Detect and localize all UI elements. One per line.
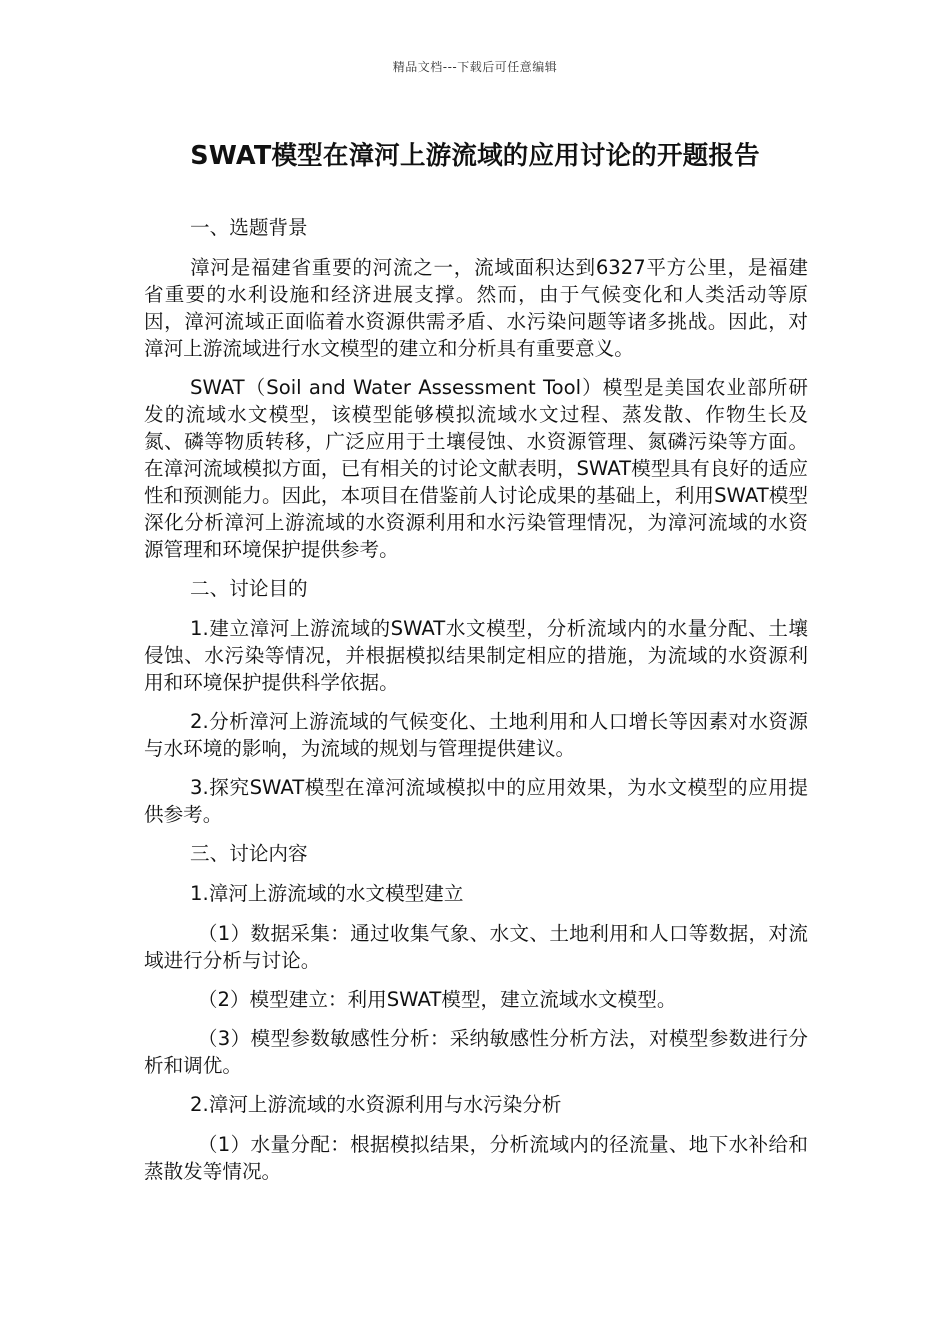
page-header: 精品文档---下载后可任意编辑 xyxy=(392,60,558,74)
document-body xyxy=(144,214,808,1197)
subsection-heading-water-analysis: 2.漳河上游流域的水资源利用与水污染分析 xyxy=(190,1093,562,1116)
section-heading-content: 三、讨论内容 xyxy=(190,842,308,865)
content-item-water-allocation: （1）水量分配：根据模拟结果，分析流域内的径流量、地下水补给和蒸散发等情况。 xyxy=(144,1133,808,1183)
content-item-data-collection: （1）数据采集：通过收集气象、水文、土地利用和人口等数据，对流域进行分析与讨论。 xyxy=(144,922,808,972)
purpose-item-3: 3.探究SWAT模型在漳河流域模拟中的应用效果，为水文模型的应用提供参考。 xyxy=(144,776,808,826)
content-item-sensitivity-analysis: （3）模型参数敏感性分析：采纳敏感性分析方法，对模型参数进行分析和调优。 xyxy=(144,1027,808,1077)
section-heading-background: 一、选题背景 xyxy=(190,216,308,239)
purpose-item-1: 1.建立漳河上游流域的SWAT水文模型，分析流域内的水量分配、土壤侵蚀、水污染等情况，并根据模拟结果制定相应的措施，为流域的水资源利用和环境保护提供科学依据。 xyxy=(144,617,808,694)
subsection-heading-model-building: 1.漳河上游流域的水文模型建立 xyxy=(190,882,464,905)
paragraph-swat-intro: SWAT（Soil and Water Assessment Tool）模型是美国农业部所研发的流域水文模型，该模型能够模拟流域水文过程、蒸发散、作物生长及氮、磷等物质转移，广泛应用于土壤侵蚀、水资源管理、氮磷污染等方面。在漳河流域模拟方面，已有相关的讨论文献表明，SWAT模型具有良好的适应性和预测能力。因此，本项目在借鉴前人讨论成果的基础上，利用SWAT模型深化分析漳河上游流域的水资源利用和水污染管理情况，为漳河流域的水资源管理和环境保护提供参考。 xyxy=(144,376,808,561)
purpose-item-2: 2.分析漳河上游流域的气候变化、土地利用和人口增长等因素对水资源与水环境的影响，为流域的规划与管理提供建议。 xyxy=(144,710,808,760)
paragraph-zhanghe-intro: 漳河是福建省重要的河流之一，流域面积达到6327平方公里，是福建省重要的水利设施和经济进展支撑。然而，由于气候变化和人类活动等原因，漳河流域正面临着水资源供需矛盾、水污染问题等诸多挑战。因此，对漳河上游流域进行水文模型的建立和分析具有重要意义。 xyxy=(144,256,808,360)
section-heading-purpose: 二、讨论目的 xyxy=(190,577,308,600)
content-item-model-building: （2）模型建立：利用SWAT模型，建立流域水文模型。 xyxy=(197,988,677,1011)
document-title: SWAT模型在漳河上游流域的应用讨论的开题报告 xyxy=(190,141,760,171)
